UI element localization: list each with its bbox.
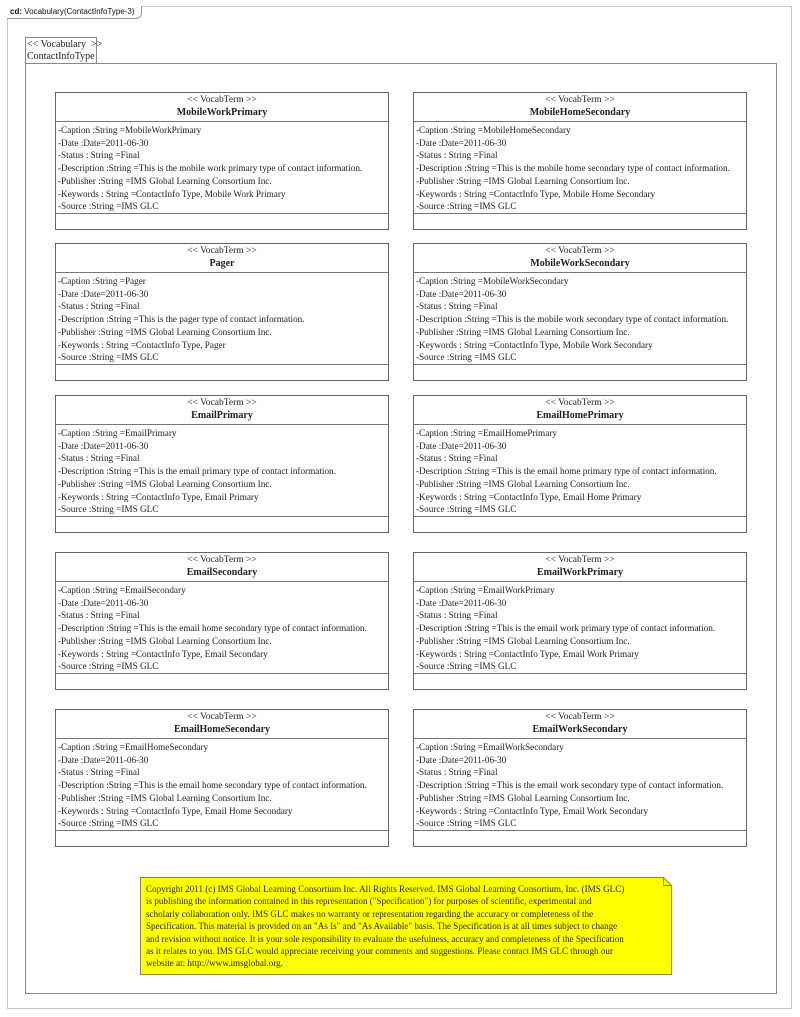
vocab-term-attributes [56,582,388,674]
attribute-row: -Source :String =IMS GLC [58,504,159,515]
attribute-row: -Description :String =This is the email work secondary type of contact information. [416,780,724,791]
note-line: Specification. This material is provided on an "As Is" and "As Available" basis. The Specification is at all times subject to change [146,921,618,932]
attribute-row: -Caption :String =EmailSecondary [58,585,186,595]
vocab-term-stereotype: << VocabTerm >> [545,712,615,722]
attribute-row: -Source :String =IMS GLC [416,352,517,363]
attribute-row: -Status : String =Final [58,150,140,161]
vocab-term-name: MobileWorkSecondary [530,258,630,269]
attribute-row: -Caption :String =EmailPrimary [58,428,177,438]
vocab-term-header [56,93,388,122]
vocab-term-box[interactable] [55,395,389,533]
diagram-frame-tab [7,6,142,19]
vocab-term-header [414,93,746,122]
vocab-term-header [56,396,388,425]
attribute-row: -Source :String =IMS GLC [58,661,159,672]
vocab-term-operations [56,214,388,229]
attribute-row: -Description :String =This is the mobile home secondary type of contact information. [416,163,730,174]
package-stereotype: << Vocabulary >> [27,39,103,50]
attribute-row: -Status : String =Final [416,301,498,312]
vocab-term-name: EmailHomePrimary [536,410,624,421]
vocab-term-stereotype: << VocabTerm >> [545,555,615,565]
vocab-term-attributes [56,425,388,517]
vocab-term-name: Pager [209,258,235,269]
attribute-row: -Description :String =This is the email work primary type of contact information. [416,623,716,634]
vocab-term-box[interactable] [413,395,747,533]
attribute-row: -Source :String =IMS GLC [416,818,517,829]
attribute-row: -Publisher :String =IMS Global Learning Consortium Inc. [58,792,272,803]
vocab-term-box[interactable] [413,552,747,690]
vocab-term-stereotype: << VocabTerm >> [187,95,257,105]
attribute-row: -Caption :String =EmailHomeSecondary [58,742,209,752]
vocab-term-operations [414,517,746,532]
attribute-row: -Date :Date=2011-06-30 [416,288,507,299]
attribute-row: -Caption :String =EmailWorkSecondary [416,742,564,752]
attribute-row: -Keywords : String =ContactInfo Type, Mobile Work Primary [58,188,286,199]
vocab-term-header [414,396,746,425]
attribute-row: -Date :Date=2011-06-30 [416,137,507,148]
attribute-row: -Date :Date=2011-06-30 [58,597,149,608]
vocab-term-attributes [414,122,746,214]
vocab-term-stereotype: << VocabTerm >> [187,398,257,408]
vocab-term-stereotype: << VocabTerm >> [545,246,615,256]
attribute-row: -Description :String =This is the mobile work secondary type of contact information. [416,314,729,325]
note-line: is publishing the information contained in this representation ("Specification") for purposes of scientific, experimental and [146,896,592,907]
vocab-term-box[interactable] [55,552,389,690]
attribute-row: -Keywords : String =ContactInfo Type, Email Home Primary [416,491,642,502]
attribute-row: -Description :String =This is the mobile work primary type of contact information. [58,163,363,174]
vocab-term-stereotype: << VocabTerm >> [187,712,257,722]
attribute-row: -Date :Date=2011-06-30 [58,754,149,765]
note-line: and revision without notice. It is your sole responsibility to evaluate the usefulness, accuracy and completeness of the Specification [146,933,624,944]
vocab-term-header [56,710,388,739]
vocab-term-attributes [56,122,388,214]
attribute-row: -Date :Date=2011-06-30 [58,288,149,299]
attribute-row: -Source :String =IMS GLC [416,201,517,212]
attribute-row: -Keywords : String =ContactInfo Type, Email Work Primary [416,648,639,659]
vocab-term-box[interactable] [55,709,389,847]
attribute-row: -Publisher :String =IMS Global Learning Consortium Inc. [58,326,272,337]
attribute-row: -Caption :String =MobileWorkSecondary [416,276,569,286]
vocab-term-header [414,710,746,739]
attribute-row: -Publisher :String =IMS Global Learning Consortium Inc. [58,635,272,646]
note-line: website at: http://www.imsglobal.org. [146,958,283,969]
vocab-term-attributes [414,425,746,517]
attribute-row: -Keywords : String =ContactInfo Type, Mobile Home Secondary [416,188,656,199]
attribute-row: -Description :String =This is the email home secondary type of contact information. [58,623,367,634]
attribute-row: -Publisher :String =IMS Global Learning Consortium Inc. [58,175,272,186]
package-name: ContactInfoType [27,51,95,62]
vocab-term-name: MobileWorkPrimary [176,107,268,118]
vocab-term-stereotype: << VocabTerm >> [545,398,615,408]
vocab-term-name: EmailWorkSecondary [532,724,628,735]
attribute-row: -Publisher :String =IMS Global Learning Consortium Inc. [416,326,630,337]
vocab-term-attributes [56,273,388,365]
attribute-row: -Status : String =Final [416,150,498,161]
attribute-row: -Status : String =Final [416,610,498,621]
attribute-row: -Date :Date=2011-06-30 [416,440,507,451]
vocab-term-attributes [414,739,746,831]
attribute-row: -Description :String =This is the email home secondary type of contact information. [58,780,367,791]
vocab-term-box[interactable] [413,92,747,230]
attribute-row: -Caption :String =EmailWorkPrimary [416,585,555,595]
note-text [146,883,661,970]
frame-kind: cd: [10,7,22,16]
vocab-term-box[interactable] [413,243,747,381]
vocab-term-operations [414,674,746,689]
attribute-row: -Caption :String =MobileWorkPrimary [58,125,202,135]
attribute-row: -Publisher :String =IMS Global Learning Consortium Inc. [416,478,630,489]
attribute-row: -Source :String =IMS GLC [416,661,517,672]
attribute-row: -Source :String =IMS GLC [58,818,159,829]
attribute-row: -Keywords : String =ContactInfo Type, Pager [58,339,226,350]
vocab-term-name: EmailWorkPrimary [536,567,624,578]
vocab-term-stereotype: << VocabTerm >> [545,95,615,105]
attribute-row: -Status : String =Final [58,301,140,312]
vocab-term-header [56,553,388,582]
vocab-term-operations [414,831,746,846]
attribute-row: -Status : String =Final [58,453,140,464]
attribute-row: -Keywords : String =ContactInfo Type, Email Secondary [58,648,268,659]
attribute-row: -Publisher :String =IMS Global Learning Consortium Inc. [416,175,630,186]
vocab-term-box[interactable] [55,243,389,381]
attribute-row: -Caption :String =Pager [58,276,146,286]
vocab-term-operations [56,831,388,846]
vocab-term-stereotype: << VocabTerm >> [187,246,257,256]
attribute-row: -Keywords : String =ContactInfo Type, Email Home Secondary [58,805,293,816]
note-line: as it relates to you. IMS GLC would appreciate receiving your comments and suggestions. Please contact IMS GLC through our [146,946,613,957]
attribute-row: -Caption :String =EmailHomePrimary [416,428,557,438]
attribute-row: -Source :String =IMS GLC [58,352,159,363]
attribute-row: -Status : String =Final [416,767,498,778]
attribute-row: -Source :String =IMS GLC [58,201,159,212]
attribute-row: -Publisher :String =IMS Global Learning Consortium Inc. [58,478,272,489]
frame-title: Vocabulary(ContactInfoType-3) [24,7,135,16]
vocab-term-name: EmailHomeSecondary [173,724,271,735]
vocab-term-operations [56,365,388,380]
attribute-row: -Description :String =This is the email primary type of contact information. [58,466,336,477]
vocab-term-name: EmailSecondary [186,567,258,578]
vocab-term-attributes [414,273,746,365]
attribute-row: -Keywords : String =ContactInfo Type, Email Work Secondary [416,805,649,816]
package-tab[interactable] [25,37,103,64]
vocab-term-name: EmailPrimary [191,410,253,421]
attribute-row: -Date :Date=2011-06-30 [58,137,149,148]
copyright-note[interactable] [140,877,672,975]
attribute-row: -Keywords : String =ContactInfo Type, Email Primary [58,491,259,502]
note-line: scholarly collaboration only. IMS GLC makes no warranty or representation regarding the accuracy or completeness of the [146,908,594,919]
attribute-row: -Date :Date=2011-06-30 [58,440,149,451]
attribute-row: -Source :String =IMS GLC [416,504,517,515]
vocab-term-attributes [56,739,388,831]
vocab-term-box[interactable] [413,709,747,847]
attribute-row: -Date :Date=2011-06-30 [416,597,507,608]
vocab-term-operations [414,365,746,380]
vocab-term-attributes [414,582,746,674]
note-line: Copyright 2011 (c) IMS Global Learning Consortium Inc. All Rights Reserved. IMS Global Learning Consortium, Inc. (IMS GLC) [146,884,625,894]
attribute-row: -Description :String =This is the pager type of contact information. [58,314,305,325]
vocab-term-header [414,553,746,582]
attribute-row: -Publisher :String =IMS Global Learning Consortium Inc. [416,635,630,646]
attribute-row: -Status : String =Final [416,453,498,464]
attribute-row: -Status : String =Final [58,767,140,778]
vocab-term-operations [56,517,388,532]
attribute-row: -Publisher :String =IMS Global Learning Consortium Inc. [416,792,630,803]
vocab-term-operations [56,674,388,689]
vocab-term-name: MobileHomeSecondary [529,107,631,118]
vocab-term-header [56,244,388,273]
vocab-term-box[interactable] [55,92,389,230]
vocab-term-header [414,244,746,273]
attribute-row: -Description :String =This is the email home primary type of contact information. [416,466,717,477]
attribute-row: -Keywords : String =ContactInfo Type, Mobile Work Secondary [416,339,653,350]
attribute-row: -Date :Date=2011-06-30 [416,754,507,765]
attribute-row: -Status : String =Final [58,610,140,621]
vocab-term-stereotype: << VocabTerm >> [187,555,257,565]
attribute-row: -Caption :String =MobileHomeSecondary [416,125,571,135]
vocab-term-operations [414,214,746,229]
